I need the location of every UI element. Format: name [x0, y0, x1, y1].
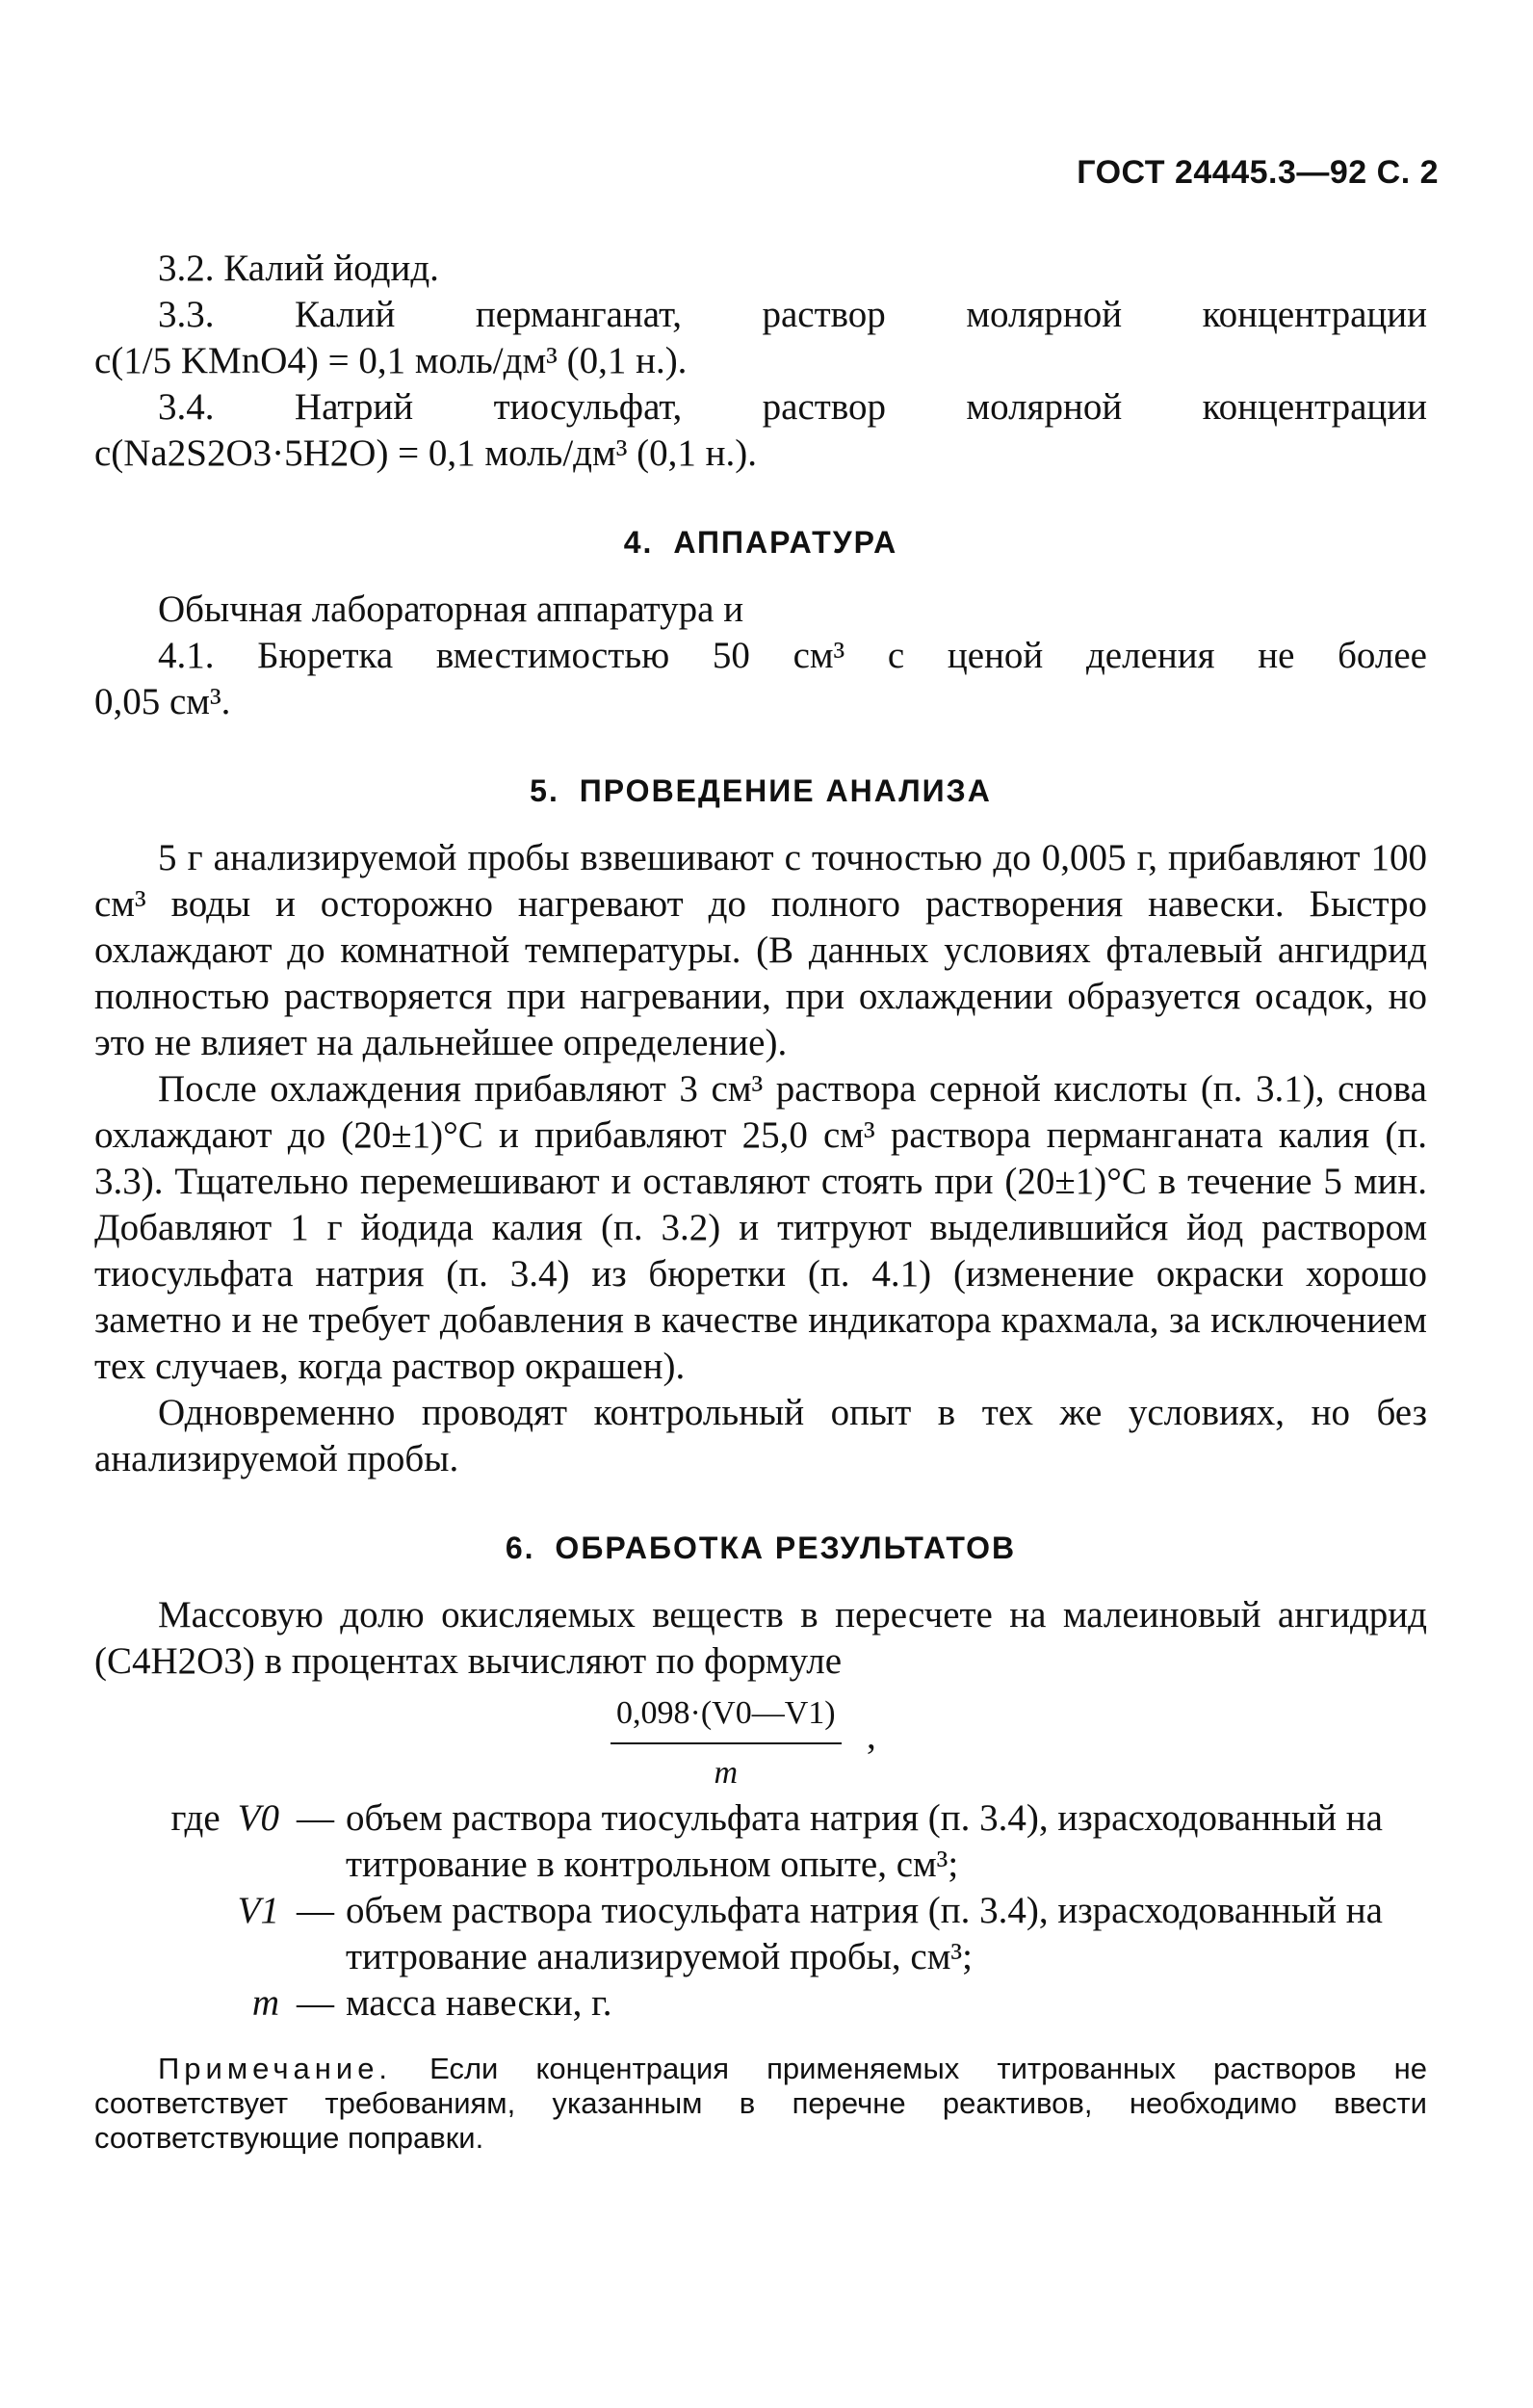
document-body — [94, 246, 1427, 2156]
section-5-number: 5. — [530, 773, 559, 808]
section-4-number: 4. — [623, 525, 654, 560]
variable-row-m — [94, 1980, 1427, 2027]
formula-fraction — [611, 1690, 842, 1796]
definition-dash: — — [297, 1890, 334, 1931]
formula-denominator: m — [714, 1755, 739, 1791]
reagent-3-3-line2: c(1/5 KMnO4) = 0,1 моль/дм³ (0,1 н.). — [94, 340, 688, 381]
page-number: С. 2 — [1376, 154, 1439, 191]
where-label: где — [170, 1797, 221, 1839]
reagent-3-2: 3.2. Калий йодид. — [158, 248, 439, 289]
section-5-title: ПРОВЕДЕНИЕ АНАЛИЗА — [579, 773, 992, 808]
variable-symbol: V1 — [237, 1890, 279, 1931]
note-paragraph — [94, 2052, 1427, 2156]
results-intro: Массовую долю окисляемых веществ в пересчете на малеиновый ангидрид (C4H2O3) в процентах вычисляют по формуле — [94, 1594, 1427, 1682]
variable-row-v1 — [94, 1888, 1427, 1980]
formula-comma: , — [867, 1715, 876, 1757]
reagent-3-4-line2: c(Na2S2O3·5H2O) = 0,1 моль/дм³ (0,1 н.). — [94, 432, 757, 474]
formula — [94, 1685, 1427, 1795]
section-5-heading — [94, 768, 1427, 814]
variable-row-v0 — [94, 1795, 1427, 1888]
variable-definition: масса навески, г. — [346, 1982, 612, 2024]
standard-number: ГОСТ 24445.3—92 — [1077, 154, 1367, 191]
reagents-list — [94, 246, 1427, 477]
procedure-paragraph-2: После охлаждения прибавляют 3 см³ раствора серной кислоты (п. 3.1), снова охлаждают до (20±1)°C и прибавляют 25,0 см³ раствора перманганата калия (п. 3.3). Тщательно перемешивают и оставляют стоять при (20±1)°C в течение 5 мин. Добавляют 1 г йодида калия (п. 3.2) и титруют выделившийся йод раствором тиосульфата натрия (п. 3.4) из бюретки (п. 4.1) (изменение окраски хорошо заметно и не требует добавления в качестве индикатора крахмала, за исключением тех случаев, когда раствор окрашен). — [94, 1068, 1427, 1387]
variable-definition: объем раствора тиосульфата натрия (п. 3.4), израсходованный на титрование в контрольном опыте, см³; — [346, 1797, 1383, 1885]
procedure-paragraph-3: Одновременно проводят контрольный опыт в тех же условиях, но без анализируемой пробы. — [94, 1392, 1427, 1479]
formula-numerator: 0,098·(V0—V1) — [616, 1695, 836, 1731]
variable-symbol: V0 — [237, 1797, 279, 1839]
reagent-3-3-line1: 3.3. Калий перманганат, раствор молярной концентрации — [158, 294, 1427, 335]
section-4-title: АППАРАТУРА — [673, 525, 898, 560]
variable-symbol: m — [251, 1982, 279, 2024]
definition-dash: — — [297, 1797, 334, 1839]
section-6-number: 6. — [505, 1531, 535, 1565]
section-4-heading — [94, 519, 1427, 565]
definition-dash: — — [297, 1982, 334, 2024]
variable-definitions — [94, 1795, 1427, 2027]
reagent-3-4-line1: 3.4. Натрий тиосульфат, раствор молярной концентрации — [158, 386, 1427, 428]
page-header — [1077, 154, 1439, 192]
procedure-paragraph-1: 5 г анализируемой пробы взвешивают с точностью до 0,005 г, прибавляют 100 см³ воды и осторожно нагревают до полного растворения навески. Быстро охлаждают до комнатной температуры. (В данных условиях фталевый ангидрид полностью растворяется при нагревании, при охлаждении образуется осадок, но это не влияет на дальнейшее определение). — [94, 837, 1427, 1063]
apparatus-intro: Обычная лабораторная аппаратура и — [158, 589, 744, 630]
section-6-heading — [94, 1525, 1427, 1571]
apparatus-burette-line2: 0,05 см³. — [94, 681, 231, 722]
variable-definition: объем раствора тиосульфата натрия (п. 3.4), израсходованный на титрование анализируемой пробы, см³; — [346, 1890, 1383, 1977]
note-text: Если концентрация применяемых титрованных растворов не соответствует требованиям, указанным в перечне реактивов, необходимо ввести соответствующие поправки. — [94, 2052, 1427, 2155]
section-6-title: ОБРАБОТКА РЕЗУЛЬТАТОВ — [555, 1531, 1017, 1565]
apparatus-burette-line1: 4.1. Бюретка вместимостью 50 см³ с ценой деления не более — [158, 635, 1427, 676]
note-label: Примечание. — [158, 2052, 393, 2085]
